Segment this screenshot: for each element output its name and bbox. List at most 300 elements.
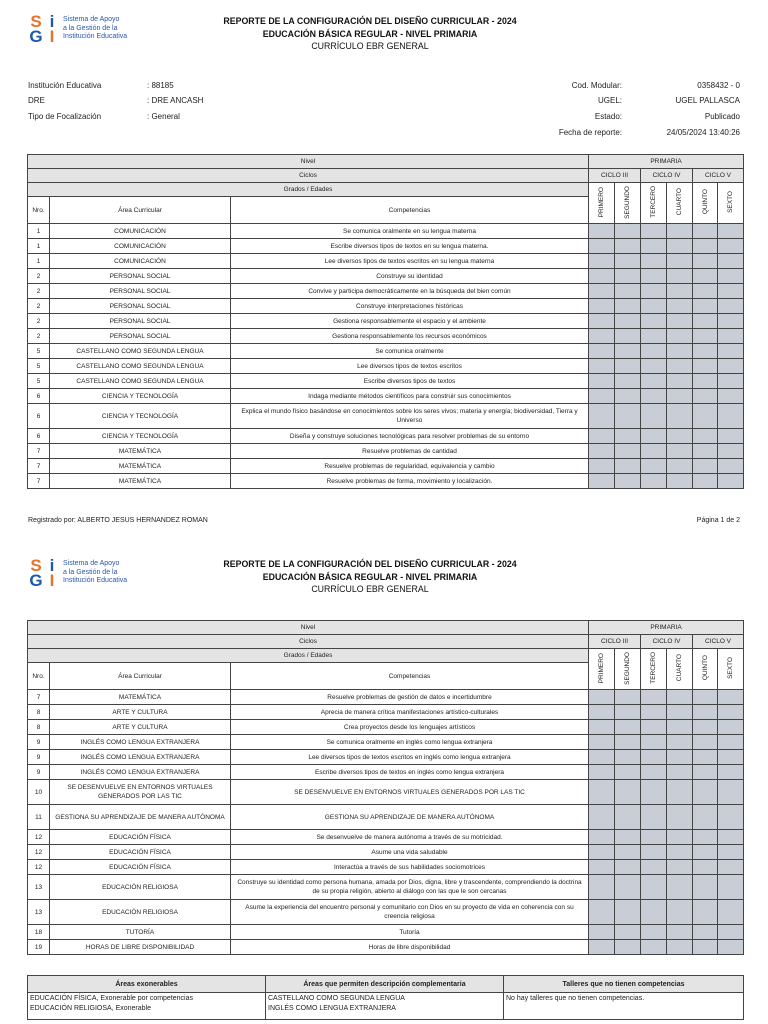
row-area: EDUCACIÓN RELIGIOSA <box>50 875 231 900</box>
row-nro: 2 <box>28 269 50 284</box>
row-competencia: Se comunica oralmente en su lengua materna <box>231 224 589 239</box>
info-label: UGEL: <box>597 96 622 105</box>
grade-cell <box>667 805 693 830</box>
grade-cell <box>718 875 744 900</box>
table-row <box>28 474 744 489</box>
row-area: INGLÉS COMO LENGUA EXTRANJERA <box>50 750 231 765</box>
grade-cell <box>718 705 744 720</box>
grade-cell <box>589 359 615 374</box>
header-area: Área Curricular <box>50 663 231 690</box>
grade-cell <box>693 750 718 765</box>
row-nro: 2 <box>28 284 50 299</box>
grade-cell <box>615 224 641 239</box>
header-primaria: PRIMARIA <box>589 155 744 169</box>
grade-cell <box>589 404 615 429</box>
grade-cell <box>667 474 693 489</box>
grade-cell <box>693 404 718 429</box>
grade-cell <box>641 735 667 750</box>
grade-cell <box>693 344 718 359</box>
grade-cell <box>641 780 667 805</box>
grade-cell <box>641 705 667 720</box>
grade-cell <box>718 830 744 845</box>
grade-cell <box>615 805 641 830</box>
table-row <box>28 359 744 374</box>
row-area: HORAS DE LIBRE DISPONIBILIDAD <box>50 940 231 955</box>
row-competencia: Convive y participa democráticamente en la búsqueda del bien común <box>231 284 589 299</box>
grade-cell <box>615 860 641 875</box>
row-competencia: Asume la experiencia del encuentro personal y comunitario con Dios en su proyecto de vida en coherencia con su creencia religiosa <box>231 900 589 925</box>
grade-cell <box>667 845 693 860</box>
table-row <box>28 314 744 329</box>
curriculum-table-page-2 <box>27 620 744 955</box>
grade-cell <box>718 900 744 925</box>
grade-cell <box>589 830 615 845</box>
row-area: COMUNICACIÓN <box>50 224 231 239</box>
page-number: Página 1 de 2 <box>696 517 740 524</box>
row-nro: 12 <box>28 830 50 845</box>
row-competencia: Gestiona responsablemente los recursos económicos <box>231 329 589 344</box>
grade-cell <box>718 374 744 389</box>
header-grados: Grados / Edades <box>28 649 589 663</box>
row-competencia: Explica el mundo físico basándose en conocimientos sobre los seres vivos; materia y energía; biodiversidad, Tierra y Universo <box>231 404 589 429</box>
grade-cell <box>667 875 693 900</box>
grade-cell <box>641 429 667 444</box>
grade-cell <box>667 404 693 429</box>
row-nro: 13 <box>28 875 50 900</box>
grade-cell <box>667 735 693 750</box>
header-primaria: PRIMARIA <box>589 621 744 635</box>
grade-cell <box>667 444 693 459</box>
grade-cell <box>718 720 744 735</box>
grade-cell <box>641 329 667 344</box>
grade-cell <box>693 284 718 299</box>
table-row <box>28 459 744 474</box>
row-competencia: Escribe diversos tipos de textos en inglés como lengua extranjera <box>231 765 589 780</box>
grade-cell <box>641 875 667 900</box>
grade-header: TERCERO <box>641 649 667 690</box>
grade-cell <box>615 389 641 404</box>
grade-cell <box>718 735 744 750</box>
grade-cell <box>589 284 615 299</box>
header-areas-exonerables: Áreas exonerables <box>28 976 266 993</box>
row-nro: 7 <box>28 474 50 489</box>
grade-cell <box>667 765 693 780</box>
grade-cell <box>718 474 744 489</box>
row-area: SE DESENVUELVE EN ENTORNOS VIRTUALES GENERADOS POR LAS TIC <box>50 780 231 805</box>
grade-cell <box>693 805 718 830</box>
row-area: INGLÉS COMO LENGUA EXTRANJERA <box>50 765 231 780</box>
grade-cell <box>718 344 744 359</box>
info-label: Tipo de Focalización <box>28 112 102 121</box>
row-area: EDUCACIÓN FÍSICA <box>50 845 231 860</box>
header-talleres: Talleres que no tienen competencias <box>504 976 744 993</box>
row-competencia: Tutoría <box>231 925 589 940</box>
grade-cell <box>641 925 667 940</box>
row-nro: 18 <box>28 925 50 940</box>
row-area: PERSONAL SOCIAL <box>50 284 231 299</box>
row-area: CIENCIA Y TECNOLOGÍA <box>50 429 231 444</box>
row-nro: 6 <box>28 429 50 444</box>
grade-cell <box>641 299 667 314</box>
grade-cell <box>615 299 641 314</box>
info-value: 24/05/2024 13:40:26 <box>666 128 740 137</box>
grade-cell <box>589 299 615 314</box>
row-nro: 9 <box>28 750 50 765</box>
info-label: Cod. Modular: <box>571 81 622 90</box>
grade-cell <box>718 299 744 314</box>
grade-header: SEXTO <box>718 183 744 224</box>
grade-cell <box>718 314 744 329</box>
curriculum-table-page-1 <box>27 154 744 489</box>
row-competencia: Aprecia de manera crítica manifestaciones artístico-culturales <box>231 705 589 720</box>
row-nro: 2 <box>28 299 50 314</box>
row-area: EDUCACIÓN RELIGIOSA <box>50 900 231 925</box>
grade-cell <box>641 359 667 374</box>
grade-cell <box>693 314 718 329</box>
grade-cell <box>641 765 667 780</box>
grade-cell <box>641 284 667 299</box>
header-ciclos: Ciclos <box>28 635 589 649</box>
table-row <box>28 690 744 705</box>
grade-cell <box>615 735 641 750</box>
info-label: Institución Educativa <box>28 81 102 90</box>
header-ciclo-iv: CICLO IV <box>641 635 693 649</box>
row-nro: 9 <box>28 765 50 780</box>
table-row <box>28 344 744 359</box>
grade-cell <box>693 299 718 314</box>
row-nro: 7 <box>28 690 50 705</box>
header-ciclos: Ciclos <box>28 169 589 183</box>
grade-cell <box>589 459 615 474</box>
grade-header: CUARTO <box>667 183 693 224</box>
row-competencia: Lee diversos tipos de textos escritos en su lengua materna <box>231 254 589 269</box>
grade-cell <box>615 239 641 254</box>
row-nro: 5 <box>28 344 50 359</box>
row-area: ARTE Y CULTURA <box>50 720 231 735</box>
table-row <box>28 900 744 925</box>
grade-cell <box>718 239 744 254</box>
row-area: PERSONAL SOCIAL <box>50 314 231 329</box>
grade-header: CUARTO <box>667 649 693 690</box>
header-ciclo-v: CICLO V <box>693 169 744 183</box>
grade-cell <box>589 389 615 404</box>
grade-cell <box>718 860 744 875</box>
registered-by: Registrado por: ALBERTO JESUS HERNANDEZ ROMAN <box>28 517 208 524</box>
row-nro: 12 <box>28 845 50 860</box>
table-row <box>28 329 744 344</box>
grade-cell <box>693 239 718 254</box>
grade-cell <box>693 780 718 805</box>
header-ciclo-iii: CICLO III <box>589 169 641 183</box>
grade-cell <box>615 705 641 720</box>
logo-tagline: Sistema de Apoyo a la Gestión de la Institución Educativa <box>63 560 128 585</box>
grade-cell <box>718 765 744 780</box>
table-row <box>28 720 744 735</box>
row-area: INGLÉS COMO LENGUA EXTRANJERA <box>50 735 231 750</box>
row-nro: 13 <box>28 900 50 925</box>
row-area: CASTELLANO COMO SEGUNDA LENGUA <box>50 344 231 359</box>
row-area: CASTELLANO COMO SEGUNDA LENGUA <box>50 359 231 374</box>
row-competencia: GESTIONA SU APRENDIZAJE DE MANERA AUTÓNOMA <box>231 805 589 830</box>
row-nro: 8 <box>28 705 50 720</box>
grade-cell <box>693 389 718 404</box>
grade-cell <box>615 429 641 444</box>
table-row <box>28 224 744 239</box>
grade-cell <box>615 344 641 359</box>
grade-cell <box>615 329 641 344</box>
header-nivel: Nivel <box>28 621 589 635</box>
grade-cell <box>718 359 744 374</box>
grade-cell <box>718 444 744 459</box>
table-row <box>28 404 744 429</box>
grade-header: SEXTO <box>718 649 744 690</box>
grade-cell <box>615 925 641 940</box>
row-area: PERSONAL SOCIAL <box>50 269 231 284</box>
table-row <box>28 805 744 830</box>
row-nro: 5 <box>28 359 50 374</box>
grade-cell <box>615 404 641 429</box>
grade-cell <box>589 224 615 239</box>
row-nro: 12 <box>28 860 50 875</box>
grade-cell <box>693 459 718 474</box>
table-row <box>28 860 744 875</box>
grade-cell <box>718 284 744 299</box>
grade-cell <box>641 940 667 955</box>
row-competencia: SE DESENVUELVE EN ENTORNOS VIRTUALES GENERADOS POR LAS TIC <box>231 780 589 805</box>
grade-cell <box>641 690 667 705</box>
row-nro: 5 <box>28 374 50 389</box>
table-row <box>28 299 744 314</box>
table-row <box>28 765 744 780</box>
row-nro: 10 <box>28 780 50 805</box>
grade-cell <box>641 254 667 269</box>
areas-exonerables-cell: EDUCACIÓN FÍSICA, Exonerable por competencias EDUCACIÓN RELIGIOSA, Exonerable <box>28 993 266 1020</box>
table-row <box>28 444 744 459</box>
grade-cell <box>693 845 718 860</box>
row-area: MATEMÁTICA <box>50 459 231 474</box>
grade-cell <box>615 359 641 374</box>
grade-cell <box>667 459 693 474</box>
grade-header: PRIMERO <box>589 183 615 224</box>
row-competencia: Indaga mediante métodos científicos para construir sus conocimientos <box>231 389 589 404</box>
grade-cell <box>667 374 693 389</box>
grade-cell <box>718 404 744 429</box>
grade-cell <box>693 765 718 780</box>
header-grados: Grados / Edades <box>28 183 589 197</box>
talleres-cell: No hay talleres que no tienen competencias. <box>504 993 744 1020</box>
row-competencia: Diseña y construye soluciones tecnológicas para resolver problemas de su entorno <box>231 429 589 444</box>
table-row <box>28 374 744 389</box>
grade-cell <box>615 875 641 900</box>
row-competencia: Se desenvuelve de manera autónoma a través de su motricidad. <box>231 830 589 845</box>
grade-cell <box>718 750 744 765</box>
grade-cell <box>589 720 615 735</box>
grade-header: SEGUNDO <box>615 649 641 690</box>
grade-cell <box>589 254 615 269</box>
report-title: REPORTE DE LA CONFIGURACIÓN DEL DISEÑO CURRICULAR - 2024 EDUCACIÓN BÁSICA REGULAR - NIVEL PRIMARIA CURRÍCULO EBR GENERAL <box>223 559 517 594</box>
grade-cell <box>589 845 615 860</box>
logo-tagline: Sistema de Apoyo a la Gestión de la Institución Educativa <box>63 16 128 41</box>
grade-cell <box>718 459 744 474</box>
info-label: DRE <box>28 96 45 105</box>
grade-cell <box>693 429 718 444</box>
header-ciclo-v: CICLO V <box>693 635 744 649</box>
grade-header: TERCERO <box>641 183 667 224</box>
grade-cell <box>693 830 718 845</box>
grade-cell <box>615 459 641 474</box>
grade-header: SEGUNDO <box>615 183 641 224</box>
info-value: : 88185 <box>147 81 174 90</box>
grade-cell <box>615 720 641 735</box>
grade-cell <box>667 239 693 254</box>
info-label: Estado: <box>594 112 622 121</box>
grade-cell <box>641 720 667 735</box>
row-competencia: Resuelve problemas de gestión de datos e incertidumbre <box>231 690 589 705</box>
row-nro: 7 <box>28 459 50 474</box>
row-area: ARTE Y CULTURA <box>50 705 231 720</box>
header-nro: Nro. <box>28 663 50 690</box>
grade-header: PRIMERO <box>589 649 615 690</box>
grade-cell <box>615 780 641 805</box>
grade-cell <box>693 444 718 459</box>
grade-cell <box>693 254 718 269</box>
row-area: CIENCIA Y TECNOLOGÍA <box>50 404 231 429</box>
grade-cell <box>718 329 744 344</box>
grade-cell <box>693 690 718 705</box>
row-competencia: Lee diversos tipos de textos escritos en inglés como lengua extranjera <box>231 750 589 765</box>
grade-header: QUINTO <box>693 183 718 224</box>
row-area: GESTIONA SU APRENDIZAJE DE MANERA AUTÓNOMA <box>50 805 231 830</box>
row-competencia: Interactúa a través de sus habilidades sociomotrices <box>231 860 589 875</box>
areas-descripcion-cell: CASTELLANO COMO SEGUNDA LENGUA INGLÉS COMO LENGUA EXTRANJERA <box>266 993 504 1020</box>
row-competencia: Asume una vida saludable <box>231 845 589 860</box>
grade-cell <box>718 224 744 239</box>
grade-cell <box>641 805 667 830</box>
grade-cell <box>667 690 693 705</box>
grade-cell <box>693 860 718 875</box>
row-competencia: Lee diversos tipos de textos escritos <box>231 359 589 374</box>
header-nivel: Nivel <box>28 155 589 169</box>
grade-cell <box>589 735 615 750</box>
grade-cell <box>718 429 744 444</box>
grade-cell <box>589 239 615 254</box>
grade-cell <box>667 860 693 875</box>
grade-cell <box>589 429 615 444</box>
grade-cell <box>589 860 615 875</box>
row-nro: 1 <box>28 224 50 239</box>
grade-cell <box>615 830 641 845</box>
grade-cell <box>589 269 615 284</box>
table-row <box>28 284 744 299</box>
grade-cell <box>589 444 615 459</box>
grade-cell <box>693 359 718 374</box>
row-competencia: Construye su identidad <box>231 269 589 284</box>
table-row <box>28 750 744 765</box>
grade-cell <box>589 780 615 805</box>
grade-cell <box>718 940 744 955</box>
row-competencia: Resuelve problemas de regularidad, equivalencia y cambio <box>231 459 589 474</box>
grade-cell <box>667 925 693 940</box>
row-area: EDUCACIÓN FÍSICA <box>50 830 231 845</box>
table-row <box>28 389 744 404</box>
grade-cell <box>718 780 744 805</box>
grade-cell <box>667 224 693 239</box>
row-nro: 9 <box>28 735 50 750</box>
grade-cell <box>641 845 667 860</box>
grade-cell <box>589 940 615 955</box>
grade-cell <box>667 720 693 735</box>
grade-cell <box>667 940 693 955</box>
grade-cell <box>589 925 615 940</box>
grade-cell <box>693 269 718 284</box>
row-competencia: Construye interpretaciones históricas <box>231 299 589 314</box>
row-competencia: Construye su identidad como persona humana, amada por Dios, digna, libre y trascendente, comprendiendo la doctrina de su propia religión, abierto al diálogo con las que le son cercanas <box>231 875 589 900</box>
grade-cell <box>589 875 615 900</box>
grade-cell <box>615 845 641 860</box>
grade-cell <box>641 444 667 459</box>
grade-cell <box>641 269 667 284</box>
row-competencia: Resuelve problemas de cantidad <box>231 444 589 459</box>
info-label: Fecha de reporte: <box>558 128 622 137</box>
siagie-logo <box>28 14 127 44</box>
row-area: MATEMÁTICA <box>50 444 231 459</box>
row-competencia: Resuelve problemas de forma, movimiento y localización. <box>231 474 589 489</box>
row-area: MATEMÁTICA <box>50 474 231 489</box>
grade-header: QUINTO <box>693 649 718 690</box>
grade-cell <box>641 224 667 239</box>
grade-cell <box>718 389 744 404</box>
row-nro: 6 <box>28 389 50 404</box>
row-area: MATEMÁTICA <box>50 690 231 705</box>
grade-cell <box>589 374 615 389</box>
row-area: PERSONAL SOCIAL <box>50 329 231 344</box>
grade-cell <box>589 474 615 489</box>
row-competencia: Horas de libre disponibilidad <box>231 940 589 955</box>
grade-cell <box>589 314 615 329</box>
grade-cell <box>718 269 744 284</box>
row-competencia: Escribe diversos tipos de textos en su lengua materna. <box>231 239 589 254</box>
grade-cell <box>693 875 718 900</box>
logo-mark: S i G I <box>29 12 55 46</box>
grade-cell <box>693 224 718 239</box>
header-ciclo-iv: CICLO IV <box>641 169 693 183</box>
summary-table <box>27 975 744 1020</box>
grade-cell <box>667 750 693 765</box>
grade-cell <box>693 940 718 955</box>
grade-cell <box>667 389 693 404</box>
grade-cell <box>667 344 693 359</box>
grade-cell <box>718 845 744 860</box>
grade-cell <box>641 404 667 429</box>
row-area: CASTELLANO COMO SEGUNDA LENGUA <box>50 374 231 389</box>
row-area: COMUNICACIÓN <box>50 239 231 254</box>
grade-cell <box>641 860 667 875</box>
grade-cell <box>641 344 667 359</box>
grade-cell <box>589 750 615 765</box>
grade-cell <box>718 925 744 940</box>
grade-cell <box>693 329 718 344</box>
row-nro: 1 <box>28 254 50 269</box>
grade-cell <box>589 705 615 720</box>
row-competencia: Se comunica oralmente en inglés como lengua extranjera <box>231 735 589 750</box>
grade-cell <box>589 690 615 705</box>
grade-cell <box>718 254 744 269</box>
grade-cell <box>615 254 641 269</box>
grade-cell <box>641 900 667 925</box>
grade-cell <box>615 474 641 489</box>
table-row <box>28 940 744 955</box>
info-value: : General <box>147 112 180 121</box>
